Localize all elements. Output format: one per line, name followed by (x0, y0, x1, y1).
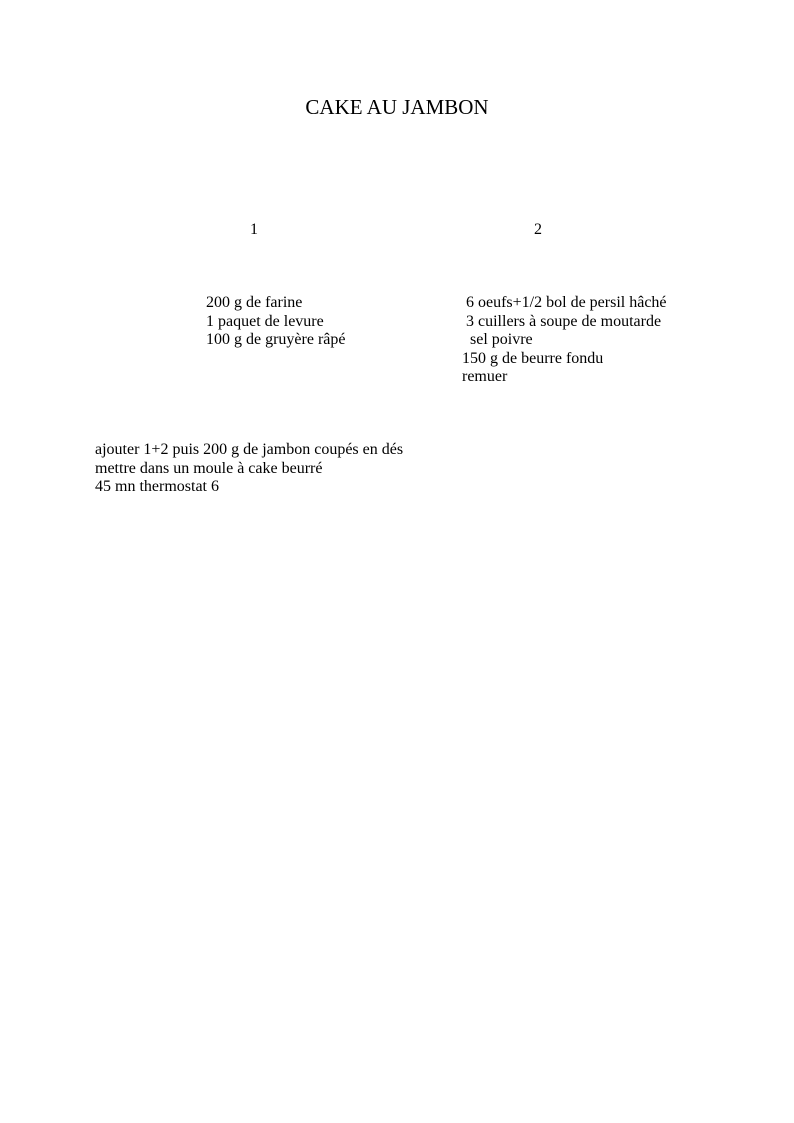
ingredient-list-2 (462, 294, 667, 387)
page-title: CAKE AU JAMBON (305, 95, 489, 119)
ingredient-line: 150 g de beurre fondu (462, 349, 604, 367)
ingredient-line: 3 cuillers à soupe de moutarde (462, 312, 662, 330)
ingredient-line: 6 oeufs+1/2 bol de persil hâché (462, 294, 667, 311)
ingredient-line: sel poivre (462, 331, 533, 348)
instruction-line: ajouter 1+2 puis 200 g de jambon coupés en dés (95, 441, 404, 458)
ingredient-line: 100 g de gruyère râpé (206, 331, 346, 348)
ingredient-line: remuer (462, 368, 508, 385)
instruction-line: 45 mn thermostat 6 (95, 478, 219, 495)
instruction-line: mettre dans un moule à cake beurré (95, 459, 323, 477)
ingredient-line: 200 g de farine (206, 294, 303, 311)
instructions-block (95, 441, 403, 497)
ingredient-list-1 (206, 294, 346, 350)
section-number-1: 1 (250, 221, 258, 238)
section-number-2: 2 (534, 221, 542, 238)
ingredient-line: 1 paquet de levure (206, 312, 324, 330)
